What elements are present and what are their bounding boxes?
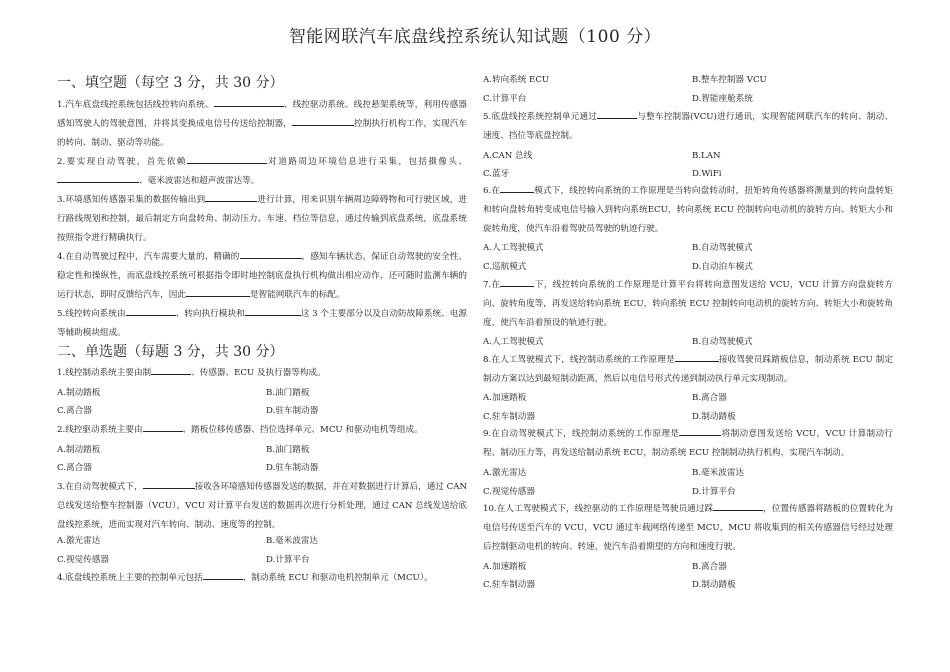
- question-text: 9.在自动驾驶模式下，线控制动系统的工作原理是: [483, 429, 680, 439]
- answer-blank[interactable]: [240, 248, 302, 259]
- answer-blank[interactable]: [679, 425, 721, 436]
- mc-question-4: [57, 569, 467, 588]
- option-b[interactable]: B.油门踏板: [266, 388, 310, 398]
- question-text: 是智能网联汽车的标配。: [249, 290, 345, 301]
- question-text: 2.要实现自动驾驶，首先依赖: [57, 157, 187, 167]
- question-text: 下，线控转向系统的工作原理是计算平台将转向意图发送给 VCU，VCU 计算方向盘旋转方向、旋转角度等，再发送给转向系统 ECU，转向系统 ECU 控制转向电动机的旋转方向、转矩大小和旋转角度，使汽车沿着预设的轨迹行驶。: [483, 280, 894, 329]
- option-c[interactable]: C.视觉传感器: [57, 555, 109, 565]
- question-text: 将制动意图发送给 VCU，VCU 计算制动行程、制动压力等，再发送给制动系统 ECU，制动系统 ECU 控制制动执行机构，实现汽车制动。: [483, 429, 894, 459]
- answer-blank[interactable]: [713, 500, 763, 511]
- question-text: 4.底盘线控系统上主要的控制单元包括: [57, 573, 203, 583]
- question-text: 、线控驱动系统、线控悬架系统等，利用传感器感知驾驶人的驾驶意图，并将其变换成电信号传送给控制器，: [57, 100, 467, 130]
- answer-blank[interactable]: [245, 305, 301, 316]
- option-b[interactable]: B.整车控制器 VCU: [692, 75, 767, 85]
- option-b[interactable]: B.离合器: [692, 562, 727, 572]
- option-d[interactable]: D.驻车制动器: [266, 463, 319, 473]
- option-a[interactable]: A.制动踏板: [57, 388, 101, 398]
- question-text: 1.线控制动系统主要由制: [57, 368, 152, 378]
- option-a[interactable]: A.制动踏板: [57, 445, 101, 455]
- question-text: 1.汽车底盘线控系统包括线控转向系统、: [57, 100, 214, 110]
- answer-blank[interactable]: [203, 569, 243, 580]
- option-a[interactable]: A.人工驾驶模式: [483, 243, 544, 253]
- section-fill-heading: 一、填空题（每空 3 分，共 30 分）: [57, 75, 284, 91]
- fill-question-3: [57, 191, 467, 249]
- page-title: 智能网联汽车底盘线控系统认知试题（100 分）: [288, 27, 662, 47]
- answer-blank[interactable]: [205, 191, 257, 202]
- option-b[interactable]: B.自动驾驶模式: [692, 243, 753, 253]
- option-a[interactable]: A.CAN 总线: [483, 151, 533, 161]
- answer-blank[interactable]: [186, 286, 250, 297]
- answer-blank[interactable]: [597, 108, 637, 119]
- fill-question-2: [57, 153, 467, 191]
- mc-question-3: [57, 478, 467, 536]
- question-text: ，感知车辆状态，保证自动驾驶的安全性、稳定性和操纵性，而底盘线控系统可根据指令即时地控制底盘执行机构做出相应动作，还可随时监测车辆的运行状态，即时反馈给汽车，因此: [57, 252, 467, 301]
- option-d[interactable]: D.制动踏板: [692, 412, 736, 422]
- mc-question-1: [57, 364, 467, 383]
- option-b[interactable]: B.毫米波雷达: [692, 468, 745, 478]
- question-text: 5.底盘线控系统控制单元通过: [483, 112, 598, 122]
- option-b[interactable]: B.毫米波雷达: [266, 536, 319, 546]
- option-c[interactable]: C.离合器: [57, 406, 92, 416]
- option-b[interactable]: B.油门踏板: [266, 445, 310, 455]
- question-text: 、毫米波雷达和超声波雷达等。: [139, 176, 260, 187]
- answer-blank[interactable]: [187, 153, 267, 164]
- question-text: 7.在: [483, 280, 501, 290]
- option-d[interactable]: D.自动泊车模式: [692, 262, 753, 272]
- option-a[interactable]: A.加速踏板: [483, 562, 527, 572]
- answer-blank[interactable]: [500, 182, 534, 193]
- question-text: 与整车控制器(VCU)进行通讯，实现智能网联汽车的转向、制动、速度、挡位等底盘控制。: [483, 112, 893, 142]
- option-b[interactable]: B.自动驾驶模式: [692, 337, 753, 347]
- question-text: 、传感器、ECU 及执行器等构成。: [191, 368, 326, 378]
- option-d[interactable]: D.驻车制动器: [266, 406, 319, 416]
- question-text: 8.在人工驾驶模式下，线控制动系统的工作原理是: [483, 355, 675, 365]
- answer-blank[interactable]: [500, 276, 534, 287]
- answer-blank[interactable]: [126, 305, 176, 316]
- mc-question-8: [483, 351, 893, 389]
- mc-question-5: [483, 108, 893, 146]
- option-d[interactable]: D.智能座舱系统: [692, 94, 753, 104]
- option-c[interactable]: C.视觉传感器: [483, 487, 535, 497]
- section-single-heading: 二、单选题（每题 3 分，共 30 分）: [57, 344, 284, 360]
- answer-blank[interactable]: [675, 351, 719, 362]
- option-c[interactable]: C.离合器: [57, 463, 92, 473]
- question-text: 进行计算，用来识别车辆周边障碍物和可行驶区域，进行路线规划和控制，最后制定方向盘转角、制动压力、车速、档位等信息，通过传输到底盘系统，底盘系统按照指令进行精确执行。: [57, 195, 467, 244]
- option-c[interactable]: C.巡航模式: [483, 262, 527, 272]
- question-text: 4.在自动驾驶过程中，汽车需要大量的、精确的: [57, 252, 240, 262]
- question-text: 、转向执行模块和: [175, 309, 245, 319]
- answer-blank[interactable]: [143, 421, 183, 432]
- option-a[interactable]: A.加速踏板: [483, 393, 527, 403]
- question-text: 、踏板位移传感器、挡位选择单元、MCU 和驱动电机等组成。: [182, 425, 423, 435]
- answer-blank[interactable]: [57, 172, 139, 183]
- option-a[interactable]: A.激光雷达: [483, 468, 527, 478]
- option-a[interactable]: A.人工驾驶模式: [483, 337, 544, 347]
- option-d[interactable]: D.计算平台: [266, 555, 310, 565]
- question-text: ，位置传感器将踏板的位置转化为电信号传送至汽车的 VCU，VCU 通过车载网络传递至 MCU，MCU 将收集到的相关传感器信号经过处理后控制驱动电机的转向、转速，使汽车沿着期望的方向和速度行驶。: [483, 504, 893, 553]
- question-text: 5.线控转向系统由: [57, 309, 126, 319]
- option-b[interactable]: B.LAN: [692, 151, 721, 161]
- fill-question-4: [57, 248, 467, 306]
- option-c[interactable]: C.驻车制动器: [483, 412, 535, 422]
- answer-blank[interactable]: [143, 478, 195, 489]
- question-text: 3.在自动驾驶模式下，: [57, 482, 143, 492]
- option-a[interactable]: A.激光雷达: [57, 536, 101, 546]
- mc-question-2: [57, 421, 467, 440]
- question-text: 、制动系统 ECU 和驱动电机控制单元（MCU）。: [242, 573, 433, 583]
- question-text: 3.环境感知传感器采集的数据传输出到: [57, 195, 206, 205]
- option-d[interactable]: D.计算平台: [692, 487, 736, 497]
- option-a[interactable]: A.转向系统 ECU: [483, 75, 550, 85]
- fill-question-5: [57, 305, 467, 343]
- question-text: 模式下，线控转向系统的工作原理是当转向盘转动时，扭矩转角传感器将测量到的转向盘转矩和转向盘转角转变成电信号输入到转向系统ECU，转向系统 ECU 控制转向电动机的旋转方向、转矩大小和旋转角度，使汽车沿着驾驶员驾驶的轨迹行驶。: [483, 186, 893, 235]
- question-text: 对道路周边环境信息进行采集，包括摄像头、: [266, 157, 467, 167]
- option-c[interactable]: C.蓝牙: [483, 169, 510, 179]
- answer-blank[interactable]: [292, 115, 354, 126]
- fill-question-1: [57, 96, 467, 154]
- question-text: 2.线控驱动系统主要由: [57, 425, 143, 435]
- question-text: 接收驾驶员踩踏板信息，制动系统 ECU 制定制动方案以达到最短制动距离，然后以电信号形式传递到制动执行单元实现制动。: [483, 355, 893, 385]
- option-b[interactable]: B.离合器: [692, 393, 727, 403]
- question-text: 6.在: [483, 186, 501, 196]
- answer-blank[interactable]: [214, 96, 284, 107]
- mc-question-6: [483, 182, 893, 240]
- question-text: 控制执行机构工作，实现汽车的转向、制动、驱动等功能。: [57, 119, 467, 149]
- answer-blank[interactable]: [151, 364, 191, 375]
- question-text: 接收各环境感知传感器发送的数据，并在对数据进行计算后，通过 CAN 总线发送给整车控制器（VCU），VCU 对计算平台发送的数据再次进行分析处理，通过 CAN 总线发送给底盘线控系统，进而实现对汽车转向、制动、速度等的控制。: [57, 482, 467, 531]
- mc-question-7: [483, 276, 893, 334]
- option-d[interactable]: D.WiFi: [692, 169, 722, 179]
- option-d[interactable]: D.制动踏板: [692, 580, 736, 590]
- question-text: 10.在人工驾驶模式下，线控驱动的工作原理是驾驶员通过踩: [483, 504, 714, 514]
- option-c[interactable]: C.计算平台: [483, 94, 527, 104]
- mc-question-10: [483, 500, 893, 558]
- question-text: 这 3 个主要部分以及自动防故障系统、电源等辅助模块组成。: [57, 309, 467, 339]
- mc-question-9: [483, 425, 893, 463]
- option-c[interactable]: C.驻车制动器: [483, 580, 535, 590]
